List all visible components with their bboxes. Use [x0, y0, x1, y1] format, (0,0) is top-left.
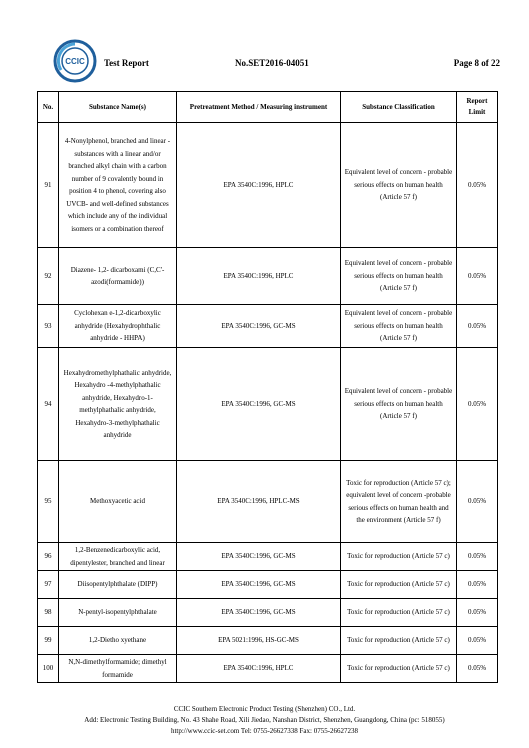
row-method: EPA 3540C:1996, GC-MS: [177, 599, 341, 627]
row-method: EPA 3540C:1996, GC-MS: [177, 348, 341, 461]
row-limit: 0.05%: [457, 543, 498, 571]
row-method: EPA 3540C:1996, HPLC: [177, 655, 341, 683]
col-header-method: Pretreatment Method / Measuring instrument: [177, 92, 341, 123]
row-classification: Equivalent level of concern - probable serious effects on human health (Article 57 f): [341, 123, 457, 248]
svg-text:CCIC: CCIC: [65, 57, 85, 66]
row-no: 100: [38, 655, 59, 683]
row-substance: 4-Nonylphenol, branched and linear - substances with a linear and/or branched alkyl chain with a carbon number of 9 covalently bound in position 4 to phenol, covering also UVCB- and well-defined substances which include any of the individual isomers or a combination thereof: [59, 123, 177, 248]
row-limit: 0.05%: [457, 348, 498, 461]
table-row: [38, 305, 498, 348]
row-limit: 0.05%: [457, 123, 498, 248]
row-no: 98: [38, 599, 59, 627]
row-classification: Toxic for reproduction (Article 57 c): [341, 655, 457, 683]
row-method: EPA 3540C:1996, HPLC: [177, 123, 341, 248]
row-classification: Toxic for reproduction (Article 57 c): [341, 543, 457, 571]
row-no: 92: [38, 248, 59, 305]
footer-contact: http://www.ccic-set.com Tel: 0755-26627338 Fax: 0755-26627238: [170, 727, 359, 735]
col-header-limit: Report Limit: [457, 92, 498, 123]
report-title: Test Report: [104, 58, 149, 68]
footer-address: Add: Electronic Testing Building, No. 43 Shahe Road, Xili Jiedao, Nanshan District, Shenzhen, Guangdong, China (pc: 518055): [84, 716, 445, 724]
row-substance: 1,2-Dietho xyethane: [59, 627, 177, 655]
row-limit: 0.05%: [457, 461, 498, 543]
row-classification: Equivalent level of concern - probable serious effects on human health (Article 57 f): [341, 305, 457, 348]
row-substance: Methoxyacetic acid: [59, 461, 177, 543]
row-substance: Diazene- 1,2- dicarboxami (C,C'-azodi(formamide)): [59, 248, 177, 305]
row-classification: Equivalent level of concern - probable serious effects on human health (Article 57 f): [341, 248, 457, 305]
footer-company: CCIC Southern Electronic Product Testing (Shenzhen) CO., Ltd.: [173, 705, 356, 713]
row-classification: Toxic for reproduction (Article 57 c); equivalent level of concern -probable serious effects on human health and the environment (Article 57 f): [341, 461, 457, 543]
row-substance: Cyclohexan e-1,2-dicarboxylic anhydride (Hexahydrophthalic anhydride - HHPA): [59, 305, 177, 348]
col-header-substance: Substance Name(s): [59, 92, 177, 123]
col-header-no: No.: [38, 92, 59, 123]
row-method: EPA 3540C:1996, GC-MS: [177, 305, 341, 348]
row-no: 99: [38, 627, 59, 655]
table-row: [38, 627, 498, 655]
row-no: 96: [38, 543, 59, 571]
row-method: EPA 3540C:1996, GC-MS: [177, 571, 341, 599]
row-limit: 0.05%: [457, 571, 498, 599]
report-number: No.SET2016-04051: [235, 58, 309, 68]
row-classification: Toxic for reproduction (Article 57 c): [341, 571, 457, 599]
row-limit: 0.05%: [457, 627, 498, 655]
row-substance: Hexahydromethylphathalic anhydride, Hexahydro -4-methylphathalic anhydride, Hexahydro-1-methylphathalic anhydride, Hexahydro-3-methylphathalic anhydride: [59, 348, 177, 461]
row-limit: 0.05%: [457, 305, 498, 348]
row-limit: 0.05%: [457, 599, 498, 627]
col-header-classification: Substance Classification: [341, 92, 457, 123]
row-method: EPA 3540C:1996, HPLC: [177, 248, 341, 305]
row-no: 93: [38, 305, 59, 348]
row-method: EPA 3540C:1996, GC-MS: [177, 543, 341, 571]
row-no: 95: [38, 461, 59, 543]
substance-table: [37, 91, 498, 683]
table-row: [38, 248, 498, 305]
row-classification: Toxic for reproduction (Article 57 c): [341, 599, 457, 627]
row-method: EPA 5021:1996, HS-GC-MS: [177, 627, 341, 655]
ccic-logo: [52, 38, 98, 84]
row-substance: 1,2-Benzenedicarboxylic acid, dipentylester, branched and linear: [59, 543, 177, 571]
row-no: 97: [38, 571, 59, 599]
table-row: [38, 543, 498, 571]
page-footer: [0, 704, 529, 737]
table-header-row: [38, 92, 498, 123]
row-limit: 0.05%: [457, 248, 498, 305]
page-number: Page 8 of 22: [453, 58, 500, 68]
row-no: 94: [38, 348, 59, 461]
table-row: [38, 348, 498, 461]
row-substance: N-pentyl-isopentylphthalate: [59, 599, 177, 627]
report-header: [30, 38, 500, 86]
row-limit: 0.05%: [457, 655, 498, 683]
table-row: [38, 461, 498, 543]
row-substance: Diisopentylphthalate (DIPP): [59, 571, 177, 599]
row-no: 91: [38, 123, 59, 248]
table-row: [38, 571, 498, 599]
row-classification: Toxic for reproduction (Article 57 c): [341, 627, 457, 655]
table-row: [38, 599, 498, 627]
row-substance: N,N-dimethylformamide; dimethyl formamide: [59, 655, 177, 683]
row-classification: Equivalent level of concern - probable serious effects on human health (Article 57 f): [341, 348, 457, 461]
row-method: EPA 3540C:1996, HPLC-MS: [177, 461, 341, 543]
table-row: [38, 655, 498, 683]
table-row: [38, 123, 498, 248]
